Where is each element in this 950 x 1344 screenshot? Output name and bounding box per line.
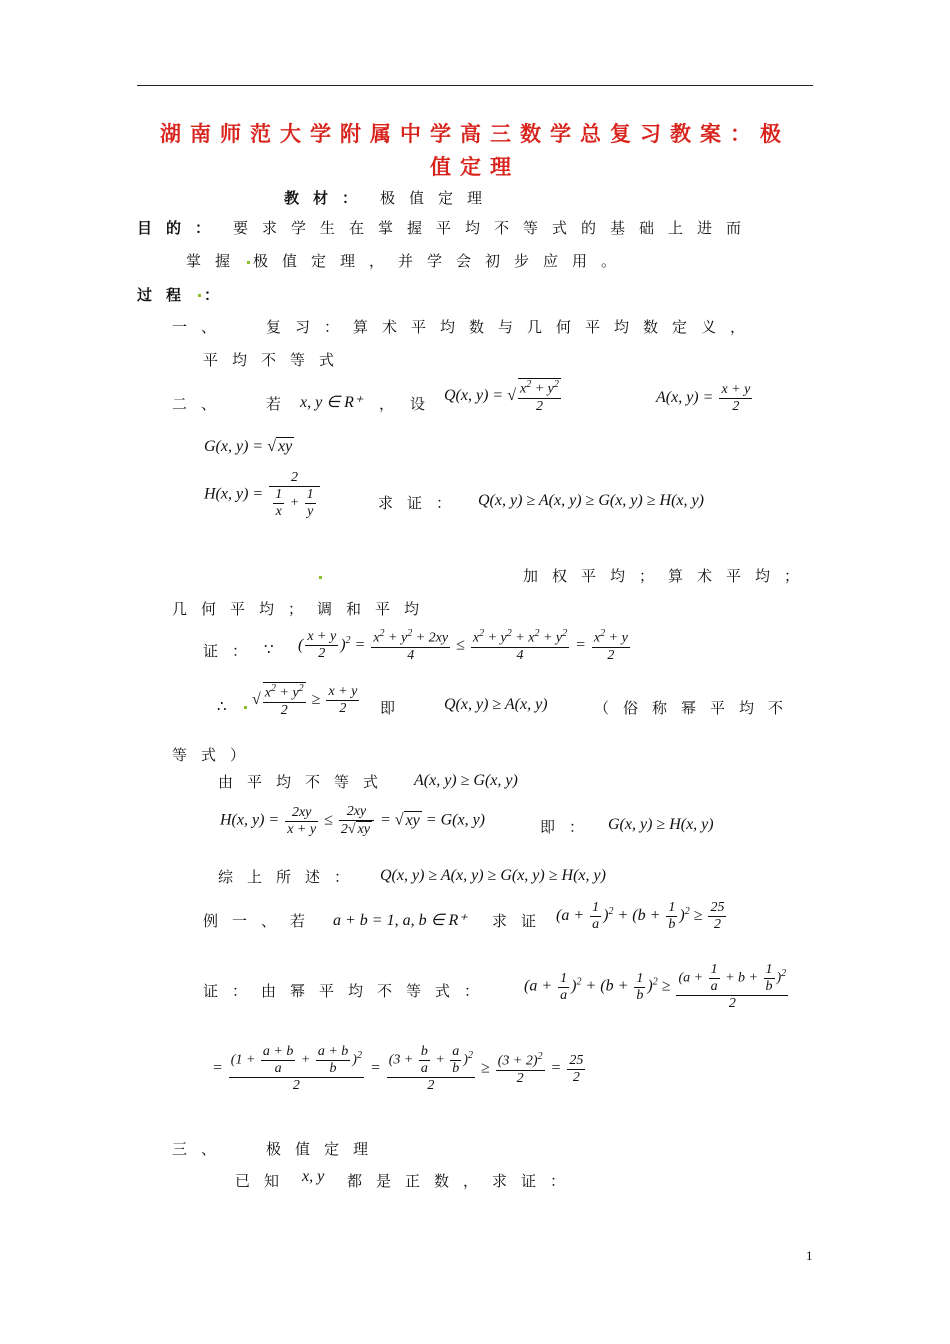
q-def-fraction: $\frac{x^2 + y^2}{2}$ [520,379,559,414]
by-mean-inequality: 由平均不等式 [218,773,393,791]
hg-eq-g: = G(x, y) [425,811,485,829]
proof-step-1: ( $\frac{x + y}{2}$ )$^2$ = $\frac{x^2 + y^2 + 2xy}{4}$ ≤ $\frac{x^2 + y^2 + x^2 + y^2}{4}$ = $\frac{x^2 + y}{2}$ [298,628,628,663]
q-def-lhs: Q(x, y) = [444,387,504,404]
h-definition [204,470,322,520]
section-3-vars: x, y [302,1168,325,1185]
goal-label: 目的： [137,219,225,237]
g-definition: G(x, y) = √ xy [204,438,293,455]
goal-text-1: 要求学生在掌握平均不等式的基础上进而 [233,219,756,237]
marker-dot [247,261,250,264]
section-3-rest: 都是正数，求证： [347,1172,580,1190]
gh-inequality: G(x, y) ≥ H(x, y) [608,816,714,833]
section-1-text-1: 复习：算术平均数与几何平均数定义， [266,318,760,336]
marker-dot [198,294,201,297]
h-def-fraction: 2 $\frac{1}{x}$ + $\frac{1}{y}$ [269,470,319,520]
q-definition: Q(x, y) = √ $\frac{x^2 + y^2}{2}$ [444,379,559,414]
header-rule [137,85,813,86]
qa-inequality: Q(x, y) ≥ A(x, y) [444,696,548,713]
ie-label-2: 即： [540,818,599,836]
qa-note: （俗称幂平均不 [594,699,798,717]
prove-label: 求证： [378,494,466,512]
example-1-claim: (a + $\frac{1}{a}$ )$^2$ + (b + $\frac{1}{b}$ )$^2$ ≥ $\frac{25}{2}$ [556,900,725,932]
example-1-condition: a + b = 1, a, b ∈ R⁺ [333,912,467,929]
summary-chain: Q(x, y) ≥ A(x, y) ≥ G(x, y) ≥ H(x, y) [380,867,606,884]
mean-names-1: 加权平均；算术平均； [523,567,814,585]
page-number: 1 [806,1248,813,1263]
goal-text-2a: 掌握 [186,252,245,270]
page-title-line1: 湖南师范大学附属中学高三数学总复习教案：极 [160,122,790,146]
example-1-step-2: = (1 + $\frac{a + b}{a}$ + $\frac{a + b}{b}$ )$^2$ 2 = (3 + $\frac{b}{a}$ + $\frac{a}{b}$ )$^2$ 2 ≥ $\frac{(3 + 2)^2}{2}$ = $\frac{25}{2}$ [212,1044,584,1093]
ie-label: 即 [380,699,410,717]
mean-chain: Q(x, y) ≥ A(x, y) ≥ G(x, y) ≥ H(x, y) [478,492,704,509]
ag-inequality: A(x, y) ≥ G(x, y) [414,772,518,789]
goal-text-2 [186,250,630,271]
a-def-lhs: A(x, y) = [656,389,714,407]
proof-step-2: √ $\frac{x^2 + y^2}{2}$ ≥ $\frac{x + y}{2}$ [252,683,358,718]
therefore-symbol [217,697,250,715]
section-3-title: 极值定理 [266,1140,383,1158]
a-definition [656,382,754,415]
section-3-known: 已知 [235,1172,294,1190]
material-label: 教材： [284,189,372,207]
g-def-radicand: xy [278,438,293,455]
summary-label: 综上所述： [218,868,364,886]
material-value: 极值定理 [380,189,497,207]
therefore-text: ∴ [217,697,241,715]
example-1-proof-label: 证：由幂平均不等式： [203,982,494,1000]
process-colon: ： [204,286,234,304]
section-3-label: 三、 [172,1140,231,1158]
section-1-label: 一、 [172,318,231,336]
page-title-line2: 值定理 [430,155,520,179]
marker-dot [319,576,322,579]
h-def-lhs: H(x, y) = [204,485,264,503]
qa-note-2: 等式） [172,746,260,764]
example-1-label: 例一、若 [203,912,320,930]
goal-text-2b: 极值定理，并学会初步应用。 [253,252,631,270]
process-label [137,284,233,305]
process-label-text: 过程 [137,286,196,304]
hg-derivation: H(x, y) = $\frac{2xy}{x + y}$ ≤ $\frac{2xy}{2√ xy}$ = √ xy = G(x, y) [220,804,485,837]
a-def-fraction: $\frac{x + y}{2}$ [721,382,751,414]
mean-names-2: 几何平均；调和平均 [172,600,434,618]
g-def-lhs: G(x, y) = [204,438,264,455]
because-symbol: ∵ [264,640,288,658]
example-1-step-1: (a + $\frac{1}{a}$ )$^2$ + (b + $\frac{1}{b}$ )$^2$ ≥ (a + $\frac{1}{a}$ + b + $\frac{1}{b}$ )$^2$ 2 [524,962,787,1011]
condition-xy: x, y ∈ R⁺ [300,394,363,411]
section-2-if: 若 [266,395,296,413]
section-2-comma: ， [379,395,409,413]
section-1-text-2: 平均不等式 [203,351,349,369]
example-1-prove: 求证 [492,912,551,930]
hg-lhs: H(x, y) = [220,811,280,829]
section-2-set: 设 [410,395,440,413]
marker-dot [244,706,247,709]
section-2-label: 二、 [172,395,231,413]
proof-label: 证： [203,642,262,660]
